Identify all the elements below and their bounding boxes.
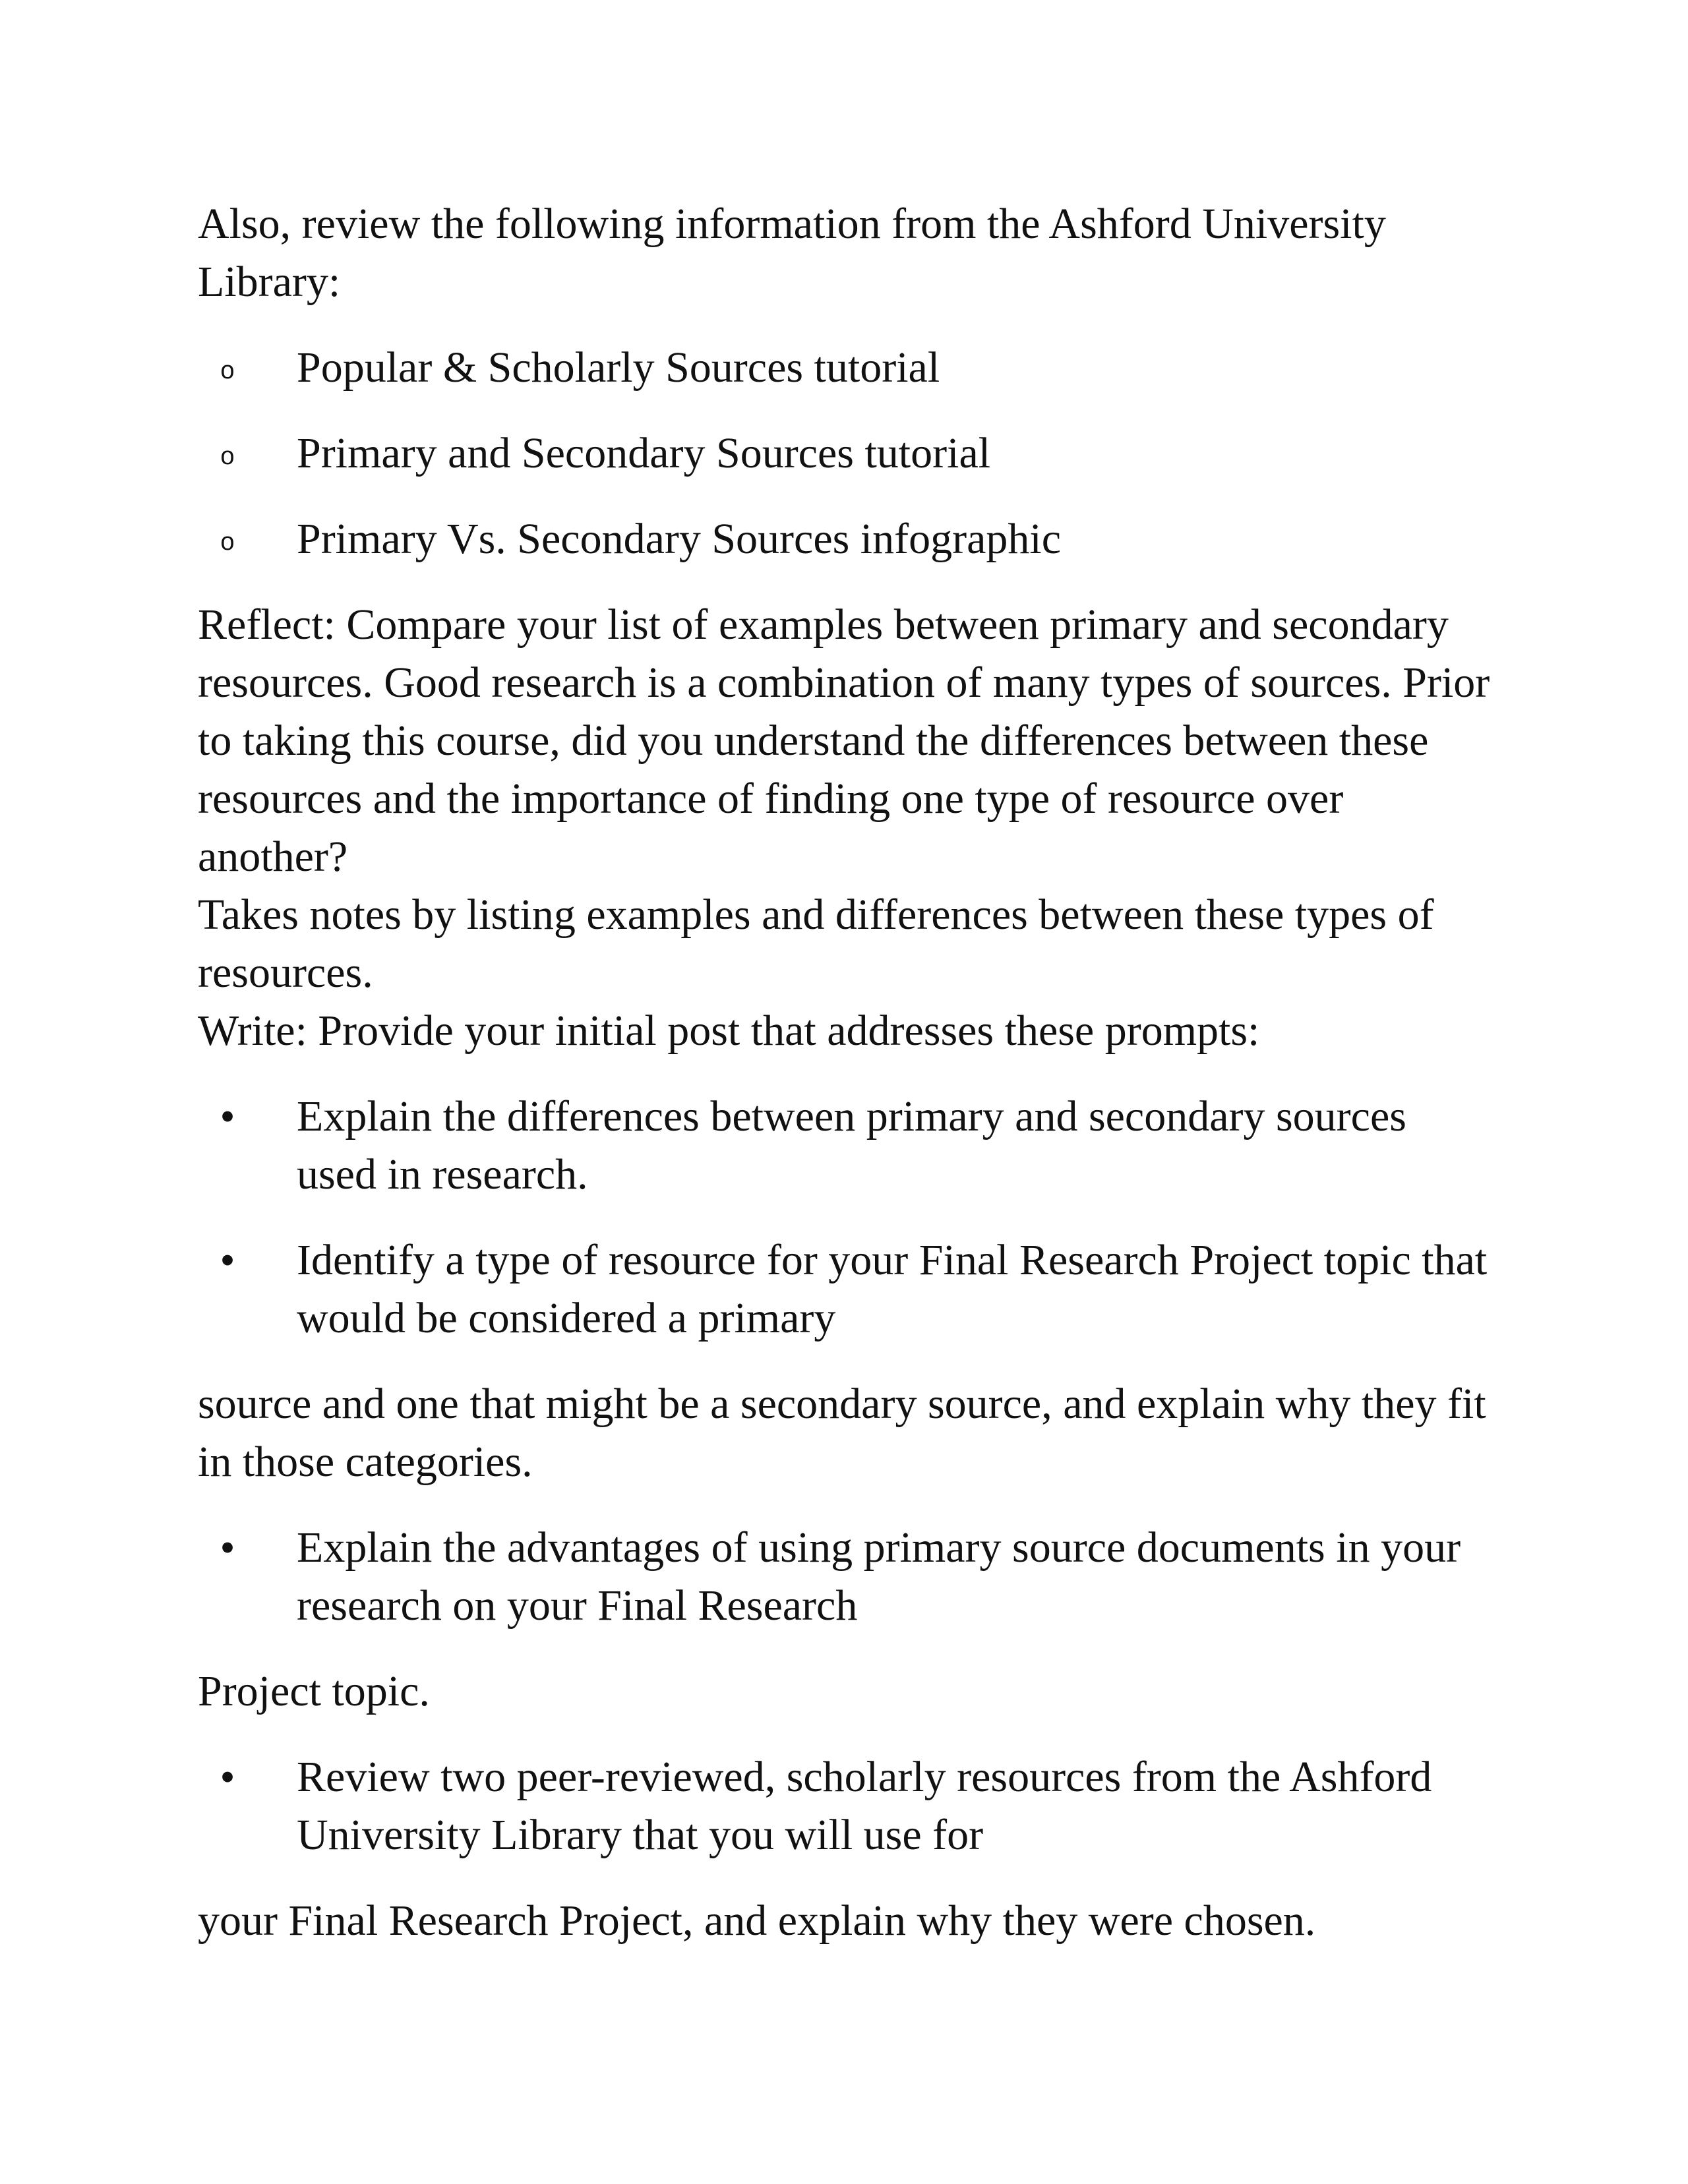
prompt-identify-resource: Identify a type of resource for your Final Research Project topic that would be considered a primary — [297, 1236, 1488, 1342]
list-item — [198, 1519, 1490, 1635]
notes-paragraph: Takes notes by listing examples and differences between these types of resources. — [198, 891, 1434, 997]
prompt-advantages-continued: Project topic. — [198, 1667, 430, 1715]
circle-bullet-icon: o — [220, 442, 235, 470]
bullet-icon: • — [220, 1756, 235, 1798]
document-body — [198, 195, 1490, 1950]
circle-bullet-icon: o — [220, 528, 235, 556]
resource-item-infographic: Primary Vs. Secondary Sources infographic — [297, 515, 1062, 563]
prompt-list-3 — [198, 1748, 1490, 1864]
bullet-icon: • — [220, 1095, 235, 1138]
list-item — [198, 1088, 1490, 1204]
prompt-identify-continued: source and one that might be a secondary source, and explain why they fit in those categories. — [198, 1380, 1486, 1486]
circle-bullet-icon: o — [220, 357, 235, 384]
prompt-review-resources: Review two peer-reviewed, scholarly resources from the Ashford University Library that you will use for — [297, 1753, 1432, 1859]
resource-item-popular-scholarly: Popular & Scholarly Sources tutorial — [297, 343, 940, 392]
bullet-icon: • — [220, 1526, 235, 1569]
resource-item-primary-secondary-tutorial: Primary and Secondary Sources tutorial — [297, 429, 991, 477]
list-item — [198, 425, 1490, 483]
list-item — [198, 510, 1490, 568]
prompt-explain-differences: Explain the differences between primary and secondary sources used in research. — [297, 1092, 1406, 1198]
prompt-list-1 — [198, 1088, 1490, 1347]
prompt-review-continued: your Final Research Project, and explain why they were chosen. — [198, 1897, 1316, 1945]
resource-list — [198, 339, 1490, 568]
write-paragraph: Write: Provide your initial post that addresses these prompts: — [198, 1007, 1260, 1055]
reflect-paragraph: Reflect: Compare your list of examples between primary and secondary resources. Good research is a combination of many types of sources. Prior to taking this course, did you understand the differences between these resources and the importance of finding one type of resource over another? — [198, 601, 1490, 881]
bullet-icon: • — [220, 1239, 235, 1282]
list-item — [198, 339, 1490, 397]
prompt-explain-advantages: Explain the advantages of using primary source documents in your research on your Final Research — [297, 1523, 1461, 1630]
list-item — [198, 1748, 1490, 1864]
prompt-list-2 — [198, 1519, 1490, 1635]
list-item — [198, 1231, 1490, 1347]
intro-paragraph: Also, review the following information from the Ashford University Library: — [198, 200, 1386, 306]
